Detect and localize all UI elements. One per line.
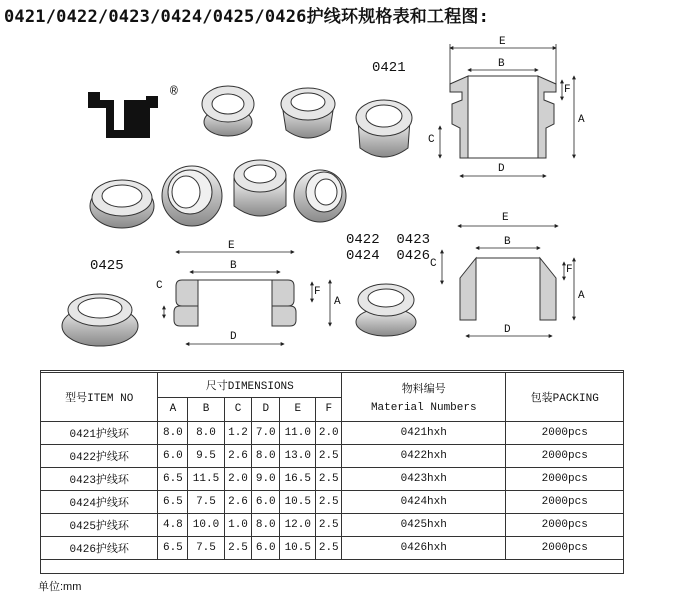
cell-packing: 2000pcs (506, 468, 624, 491)
drawing-0422-0426 (460, 258, 556, 320)
header-material-en: Material Numbers (370, 402, 477, 414)
cell-d: 6.0 (252, 491, 280, 514)
cell-b: 7.5 (188, 491, 224, 514)
cell-packing: 2000pcs (506, 537, 624, 560)
header-dim-b: B (188, 397, 224, 422)
page-title: 0421/0422/0423/0424/0425/0426护线环规格表和工程图: (4, 7, 490, 27)
grommet-3d-1 (202, 86, 254, 136)
model-label-0421: 0421 (372, 60, 406, 76)
cell-a: 8.0 (158, 422, 188, 445)
dim-letter-f-2: F (566, 264, 573, 276)
cell-model: 0424护线环 (41, 491, 158, 514)
header-dimensions: 尺寸DIMENSIONS (158, 373, 342, 398)
cell-a: 6.0 (158, 445, 188, 468)
cell-b: 8.0 (188, 422, 224, 445)
spec-table (40, 372, 624, 560)
header-dim-c: C (224, 397, 252, 422)
cell-model: 0422护线环 (41, 445, 158, 468)
model-label-group-1: 0422 0423 (346, 232, 431, 248)
cell-b: 10.0 (188, 514, 224, 537)
drawing-0425 (174, 280, 296, 326)
header-model: 型号ITEM NO (41, 373, 158, 422)
registered-mark: ® (170, 84, 178, 99)
header-dim-f: F (316, 397, 342, 422)
grommet-3d-5 (162, 166, 222, 226)
cell-model: 0426护线环 (41, 537, 158, 560)
cell-b: 7.5 (188, 537, 224, 560)
dim-letter-f: F (564, 84, 571, 96)
header-material (342, 373, 506, 422)
dim-letter-e-2: E (502, 212, 509, 224)
cell-a: 6.5 (158, 537, 188, 560)
cell-f: 2.0 (316, 422, 342, 445)
header-material-cn: 物料编号 (401, 384, 446, 396)
cell-e: 12.0 (280, 514, 316, 537)
cell-packing: 2000pcs (506, 422, 624, 445)
table-row (41, 422, 624, 445)
drawing-0421 (450, 76, 556, 158)
brand-logo (88, 92, 158, 138)
cell-e: 16.5 (280, 468, 316, 491)
table-row (41, 537, 624, 560)
cell-a: 4.8 (158, 514, 188, 537)
cell-e: 10.5 (280, 537, 316, 560)
table-row (41, 468, 624, 491)
unit-note: 单位:mm (38, 581, 82, 593)
dim-letter-a-2: A (578, 290, 585, 302)
cell-a: 6.5 (158, 468, 188, 491)
cell-b: 11.5 (188, 468, 224, 491)
cell-f: 2.5 (316, 491, 342, 514)
grommet-3d-8 (62, 294, 138, 346)
table-row (41, 514, 624, 537)
cell-material: 0424hxh (342, 491, 506, 514)
cell-c: 1.0 (224, 514, 252, 537)
header-dim-d: D (252, 397, 280, 422)
header-dim-a: A (158, 397, 188, 422)
dim-letter-a-3: A (334, 296, 341, 308)
dim-letter-d: D (498, 163, 505, 175)
cell-material: 0423hxh (342, 468, 506, 491)
dim-letter-b-2: B (504, 236, 511, 248)
cell-b: 9.5 (188, 445, 224, 468)
dim-letter-b-3: B (230, 260, 237, 272)
cell-f: 2.5 (316, 445, 342, 468)
cell-e: 10.5 (280, 491, 316, 514)
cell-packing: 2000pcs (506, 514, 624, 537)
grommet-3d-4 (90, 180, 154, 228)
cell-model: 0421护线环 (41, 422, 158, 445)
dim-letter-f-3: F (314, 286, 321, 298)
dim-letter-c-3: C (156, 280, 163, 292)
cell-d: 9.0 (252, 468, 280, 491)
cell-d: 8.0 (252, 445, 280, 468)
table-row (41, 445, 624, 468)
dim-letter-c: C (428, 134, 435, 146)
cell-model: 0423护线环 (41, 468, 158, 491)
cell-material: 0421hxh (342, 422, 506, 445)
cell-packing: 2000pcs (506, 445, 624, 468)
grommet-3d-9 (356, 284, 416, 336)
model-label-0425: 0425 (90, 258, 124, 274)
cell-a: 6.5 (158, 491, 188, 514)
grommet-3d-7 (294, 170, 346, 222)
cell-c: 2.5 (224, 537, 252, 560)
cell-e: 13.0 (280, 445, 316, 468)
model-label-group-2: 0424 0426 (346, 248, 431, 264)
grommet-3d-3 (356, 100, 412, 157)
cell-material: 0425hxh (342, 514, 506, 537)
dim-letter-b: B (498, 58, 505, 70)
cell-c: 1.2 (224, 422, 252, 445)
table-row (41, 491, 624, 514)
cell-material: 0422hxh (342, 445, 506, 468)
dim-letter-c-2: C (430, 258, 437, 270)
cell-d: 7.0 (252, 422, 280, 445)
cell-e: 11.0 (280, 422, 316, 445)
cell-c: 2.6 (224, 445, 252, 468)
cell-f: 2.5 (316, 537, 342, 560)
grommet-3d-6 (234, 160, 286, 216)
dim-letter-d-3: D (230, 331, 237, 343)
cell-d: 6.0 (252, 537, 280, 560)
dim-letter-e-3: E (228, 240, 235, 252)
cell-material: 0426hxh (342, 537, 506, 560)
grommet-3d-2 (281, 88, 335, 138)
cell-packing: 2000pcs (506, 491, 624, 514)
dim-letter-d-2: D (504, 324, 511, 336)
dim-letter-e: E (499, 36, 506, 48)
cell-f: 2.5 (316, 468, 342, 491)
cell-c: 2.6 (224, 491, 252, 514)
header-dim-e: E (280, 397, 316, 422)
cell-c: 2.0 (224, 468, 252, 491)
cell-model: 0425护线环 (41, 514, 158, 537)
dim-letter-a: A (578, 114, 585, 126)
header-packing: 包装PACKING (506, 373, 624, 422)
cell-f: 2.5 (316, 514, 342, 537)
cell-d: 8.0 (252, 514, 280, 537)
